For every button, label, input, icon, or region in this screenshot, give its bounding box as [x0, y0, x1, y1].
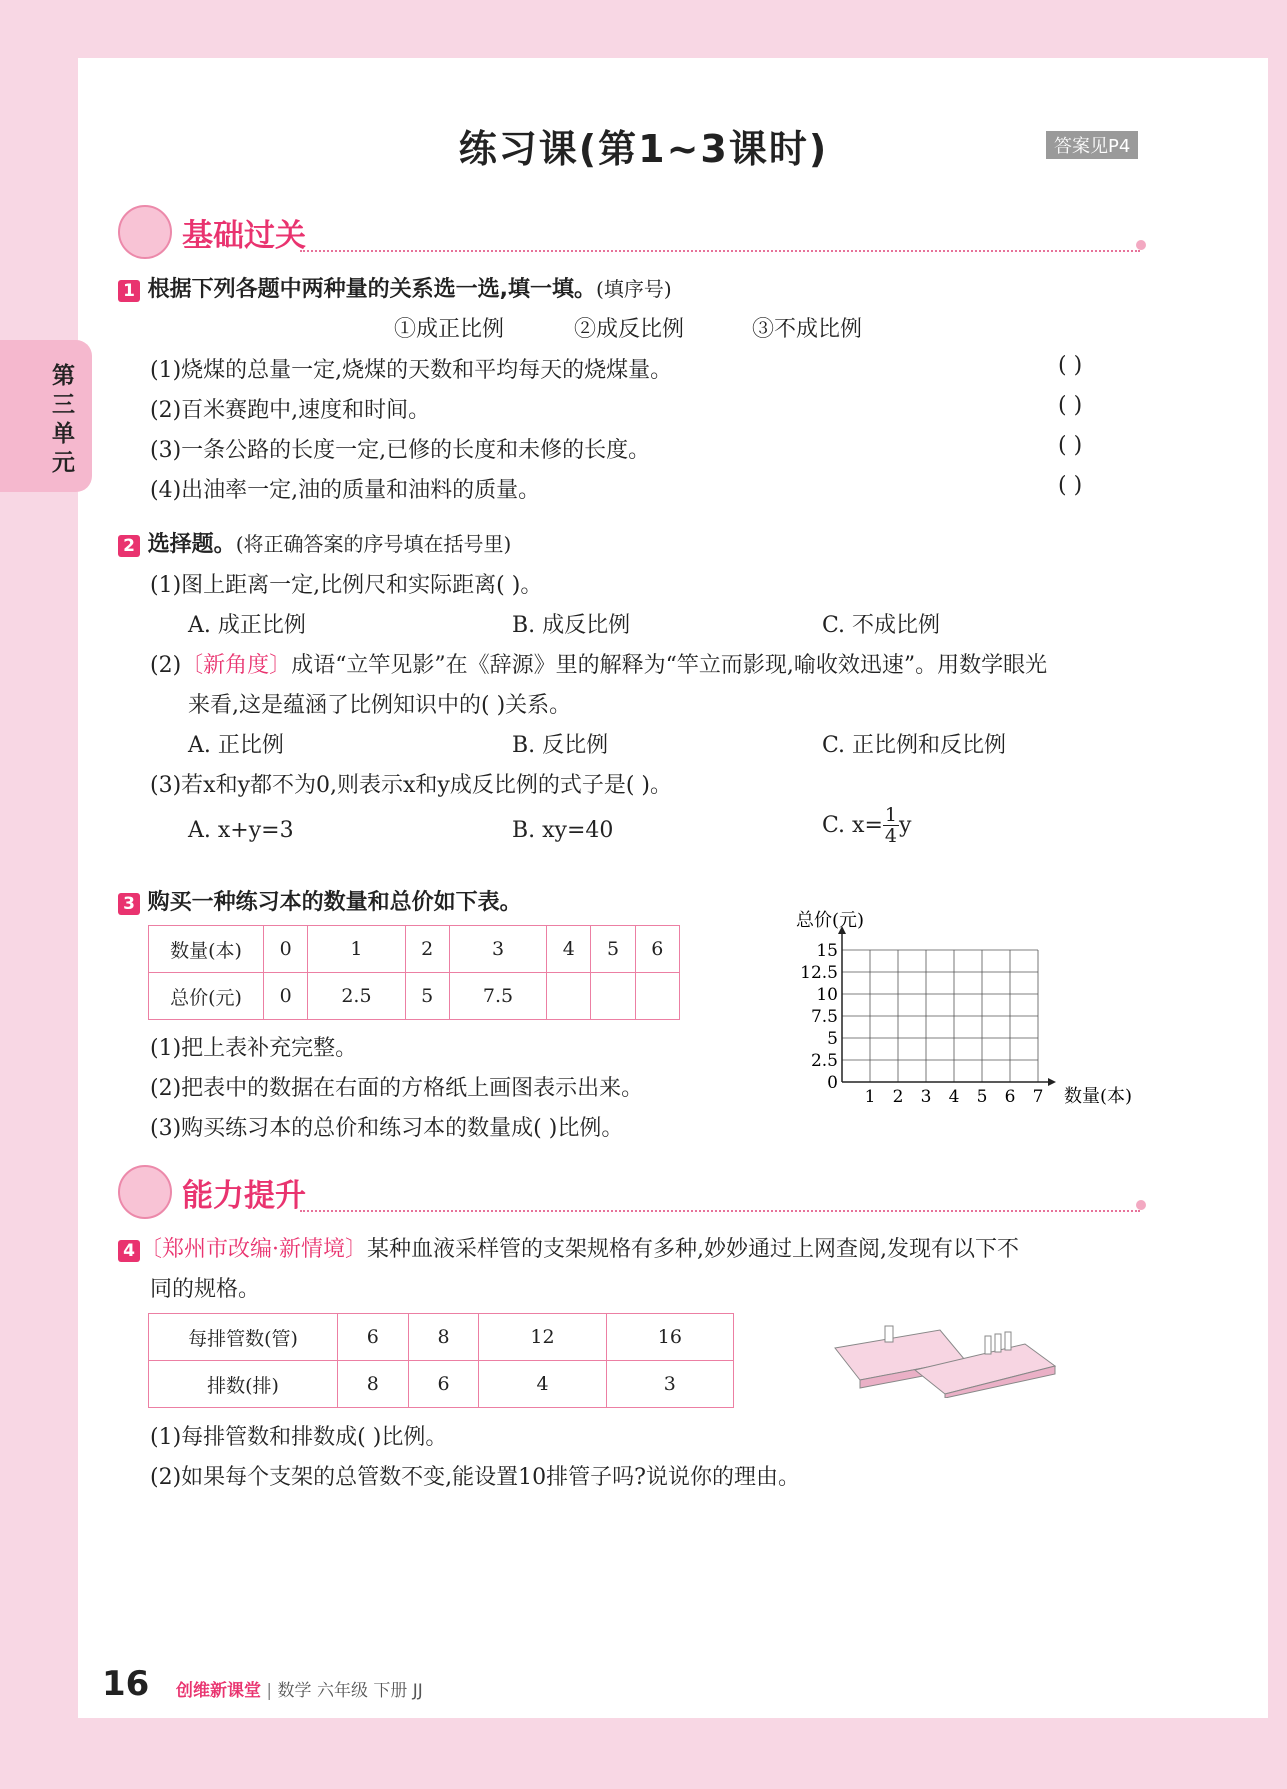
fraction-denominator: 4 — [884, 825, 897, 847]
x-tick-labels — [865, 1087, 1044, 1107]
q4-item-2: (2)如果每个支架的总管数不变,能设置10排管子吗?说说你的理由。 — [150, 1465, 800, 1490]
tube-rack-illustration — [830, 1318, 1060, 1398]
q2-part-2 — [150, 648, 1047, 679]
table-cell: 2.5 — [308, 973, 405, 1020]
chart-grid — [842, 950, 1038, 1082]
option-1: ①成正比例 — [394, 317, 505, 342]
q2-3-choice-a[interactable]: A. x+y=3 — [188, 818, 294, 843]
q4-table — [148, 1313, 734, 1408]
table-cell: 4 — [547, 926, 591, 973]
q1-item-4: (4)出油率一定,油的质量和油料的质量。 — [150, 478, 541, 503]
q2-2-choice-c[interactable]: C. 正比例和反比例 — [822, 733, 1007, 758]
mascot-icon — [118, 205, 172, 259]
table-cell: 1 — [308, 926, 405, 973]
table-cell: 3 — [606, 1361, 733, 1408]
section-heading-advanced: 能力提升 — [182, 1178, 306, 1214]
question-number: 1 — [118, 280, 140, 302]
source-tag: 〔郑州市改编·新情境〕 — [140, 1237, 367, 1262]
q2-2-choice-b[interactable]: B. 反比例 — [512, 733, 609, 758]
q3-item-3: (3)购买练习本的总价和练习本的数量成( )比例。 — [150, 1116, 624, 1141]
question-4-stem — [118, 1232, 1019, 1263]
q3-grid-chart[interactable] — [780, 900, 1160, 1120]
option-3: ③不成比例 — [752, 317, 863, 342]
choice-suffix: y — [898, 813, 912, 838]
question-text: 选择题。 — [147, 532, 236, 557]
x-tick-label: 2 — [892, 1087, 904, 1107]
q2-1-choice-c[interactable]: C. 不成比例 — [822, 613, 941, 638]
q2-part-2-cont: 来看,这是蕴涵了比例知识中的( )关系。 — [188, 693, 572, 718]
q4-item-1: (1)每排管数和排数成( )比例。 — [150, 1425, 448, 1450]
question-2-stem — [118, 527, 511, 558]
table-row — [149, 926, 680, 973]
table-cell: 8 — [338, 1361, 409, 1408]
footer-subject: 数学 六年级 下册 JJ — [277, 1681, 423, 1701]
question-4-stem-cont: 同的规格。 — [150, 1277, 261, 1302]
decor-dot-icon — [1136, 1200, 1146, 1210]
y-axis-label: 总价(元) — [796, 910, 865, 931]
table-input-cell[interactable] — [591, 973, 635, 1020]
x-axis-label: 数量(本) — [1064, 1086, 1133, 1107]
y-tick-label: 10 — [816, 985, 838, 1005]
table-cell: 7.5 — [449, 973, 546, 1020]
y-tick-label: 0 — [827, 1073, 838, 1093]
footer-info: 创维新课堂 | 数学 六年级 下册 JJ — [176, 1681, 423, 1701]
section-divider — [300, 1210, 1140, 1212]
q2-3-choice-b[interactable]: B. xy=40 — [512, 818, 614, 843]
y-tick-label: 5 — [827, 1029, 838, 1049]
table-input-cell[interactable] — [547, 973, 591, 1020]
table-row — [149, 1361, 734, 1408]
table-cell: 5 — [591, 926, 635, 973]
question-number: 2 — [118, 535, 140, 557]
table-input-cell[interactable] — [635, 973, 679, 1020]
q1-item-3: (3)一条公路的长度一定,已修的长度和未修的长度。 — [150, 438, 651, 463]
footer-brand: 创维新课堂 — [176, 1681, 261, 1701]
table-cell: 0 — [264, 973, 308, 1020]
question-text: 某种血液采样管的支架规格有多种,妙妙通过上网查阅,发现有以下不 — [367, 1237, 1019, 1262]
question-number: 4 — [118, 1240, 140, 1262]
section-heading-basic: 基础过关 — [182, 218, 306, 254]
x-tick-label: 6 — [1004, 1087, 1016, 1107]
unit-side-label: 第三单元 — [52, 363, 75, 476]
section-divider — [300, 250, 1140, 252]
q2-1-choice-b[interactable]: B. 成反比例 — [512, 613, 631, 638]
page-title: 练习课(第1~3课时) — [458, 127, 829, 171]
x-tick-label: 3 — [920, 1087, 932, 1107]
y-tick-label: 15 — [816, 941, 838, 961]
table-cell: 6 — [635, 926, 679, 973]
table-cell: 4 — [479, 1361, 606, 1408]
q1-item-1: (1)烧煤的总量一定,烧煤的天数和平均每天的烧煤量。 — [150, 358, 673, 383]
x-tick-label: 5 — [976, 1087, 988, 1107]
part-number: (2) — [150, 653, 182, 678]
q2-part-1: (1)图上距离一定,比例尺和实际距离( )。 — [150, 573, 543, 598]
q1-item-2: (2)百米赛跑中,速度和时间。 — [150, 398, 431, 423]
table-header-cell: 每排管数(管) — [149, 1314, 338, 1361]
table-header-cell: 数量(本) — [149, 926, 264, 973]
table-cell: 6 — [408, 1361, 479, 1408]
part-text: 成语“立竿见影”在《辞源》里的解释为“竿立而影现,喻收效迅速”。用数学眼光 — [291, 653, 1048, 678]
table-header-cell: 排数(排) — [149, 1361, 338, 1408]
page-number: 16 — [102, 1664, 150, 1704]
table-header-cell: 总价(元) — [149, 973, 264, 1020]
question-note: (将正确答案的序号填在括号里) — [235, 532, 512, 556]
answer-reference-badge: 答案见P4 — [1046, 131, 1138, 159]
x-axis-arrow-icon — [1048, 1078, 1056, 1086]
y-tick-labels — [800, 941, 838, 1093]
q3-item-2: (2)把表中的数据在右面的方格纸上画图表示出来。 — [150, 1076, 644, 1101]
decor-dot-icon — [1136, 240, 1146, 250]
fraction — [883, 805, 899, 846]
q2-1-choice-a[interactable]: A. 成正比例 — [188, 613, 306, 638]
choice-prefix: C. x= — [822, 813, 883, 838]
y-tick-label: 12.5 — [800, 963, 838, 983]
table-cell: 16 — [606, 1314, 733, 1361]
new-angle-tag: 〔新角度〕 — [181, 653, 292, 678]
question-text: 购买一种练习本的数量和总价如下表。 — [147, 890, 522, 915]
q2-2-choice-a[interactable]: A. 正比例 — [188, 733, 284, 758]
q2-part-3: (3)若x和y都不为0,则表示x和y成反比例的式子是( )。 — [150, 773, 672, 798]
x-tick-label: 7 — [1032, 1087, 1044, 1107]
x-tick-label: 4 — [948, 1087, 960, 1107]
q3-item-1: (1)把上表补充完整。 — [150, 1036, 358, 1061]
option-2: ②成反比例 — [574, 317, 685, 342]
question-1-stem — [118, 272, 672, 303]
table-cell: 12 — [479, 1314, 606, 1361]
table-cell: 8 — [408, 1314, 479, 1361]
table-cell: 2 — [405, 926, 449, 973]
fraction-numerator: 1 — [884, 804, 897, 826]
q2-3-choice-c[interactable] — [822, 805, 911, 861]
answer-blank[interactable]: ( ) — [1058, 393, 1083, 418]
table-row — [149, 1314, 734, 1361]
answer-blank[interactable]: ( ) — [1058, 473, 1083, 498]
question-note: (填序号) — [596, 277, 672, 301]
answer-blank[interactable]: ( ) — [1058, 433, 1083, 458]
q3-table — [148, 925, 680, 1020]
question-text: 根据下列各题中两种量的关系选一选,填一填。 — [147, 277, 597, 302]
table-row — [149, 973, 680, 1020]
mascot-icon — [118, 1165, 172, 1219]
question-3-stem — [118, 885, 522, 916]
question-number: 3 — [118, 893, 140, 915]
table-cell: 3 — [449, 926, 546, 973]
table-cell: 6 — [338, 1314, 409, 1361]
table-cell: 5 — [405, 973, 449, 1020]
x-tick-label: 1 — [864, 1087, 876, 1107]
table-cell: 0 — [264, 926, 308, 973]
y-tick-label: 7.5 — [810, 1007, 838, 1027]
y-tick-label: 2.5 — [810, 1051, 838, 1071]
answer-blank[interactable]: ( ) — [1058, 353, 1083, 378]
